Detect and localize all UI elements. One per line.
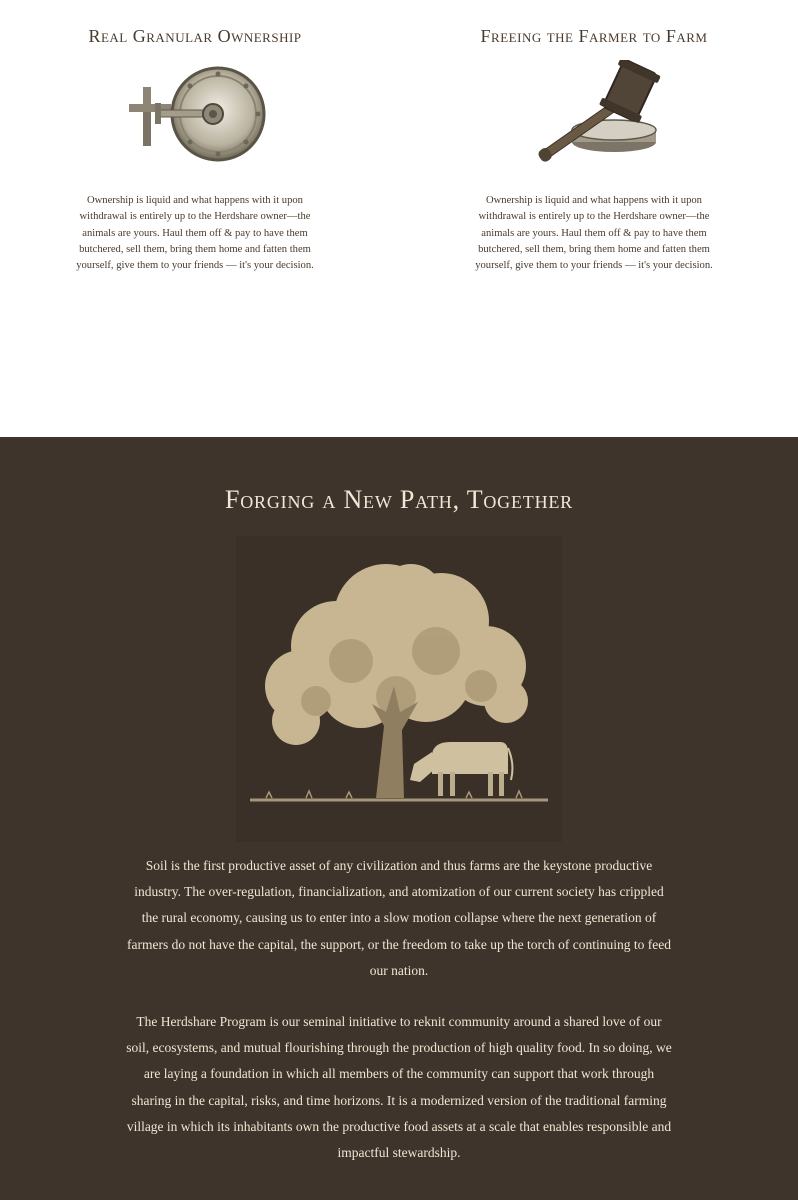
vault-door-icon [45,60,345,188]
features-section [0,0,798,437]
mission-paragraph: The Herdshare Program is our seminal initiative to reknit community around a shared love of our soil, ecosystems, and mutual flourishing through the production of high quality food. In so doing, we are laying a foundation in which all members of the community can support that work through sharing in the capital, risks, and time horizons. It is a modernized version of the traditional farming village in which its inhabitants own the productive food assets at a scale that enables responsible and impactful stewardship. [126,1014,672,1161]
oak-tree-and-grazing-cow-icon [236,536,562,842]
gavel-icon [444,60,744,188]
feature-description: Ownership is liquid and what happens with it upon withdrawal is entirely up to the Herdshare owner—the animals are yours. Haul them off & pay to have them butchered, sell them, bring them home and fatten them yourself, give them to your friends — it's your decision. [475,195,713,272]
feature-description: Ownership is liquid and what happens with it upon withdrawal is entirely up to the Herdshare owner—the animals are yours. Haul them off & pay to have them butchered, sell them, bring them home and fatten them yourself, give them to your friends — it's your decision. [76,195,314,272]
feature-title: Real Granular Ownership [88,26,302,46]
mission-paragraph: Soil is the first productive asset of any civilization and thus farms are the keystone productive industry. The over-regulation, financialization, and atomization of our current society has crippled the rural economy, causing us to enter into a slow motion collapse where the next generation of farmers do not have the capital, the support, or the freedom to take up the torch of continuing to feed our nation. [127,858,671,978]
feature-title: Freeing the Farmer to Farm [480,26,708,46]
section-title: Forging a New Path, Together [225,485,573,514]
mission-section [0,437,798,1200]
